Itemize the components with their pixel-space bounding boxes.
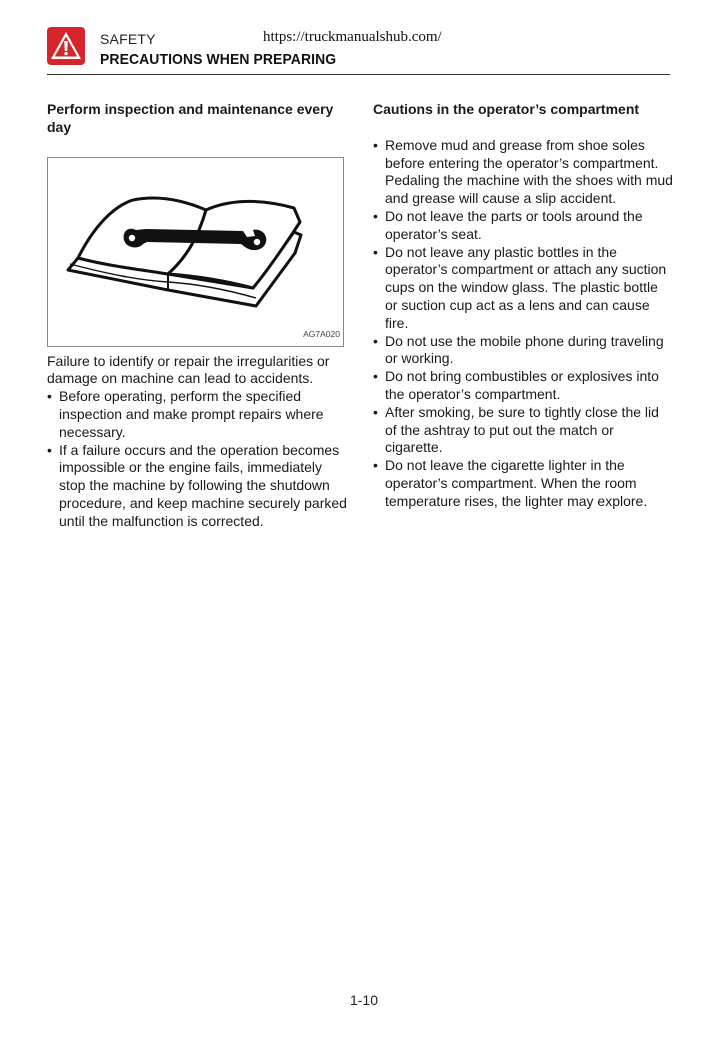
inspection-heading: Perform inspection and maintenance every day [47, 101, 334, 135]
inspection-figure [47, 157, 344, 347]
list-item: • Before operating, perform the specified inspection and make prompt repairs where necessary. [47, 388, 347, 441]
header-divider [47, 74, 670, 75]
source-url[interactable]: https://truckmanualshub.com/ [263, 29, 442, 45]
list-item: • Remove mud and grease from shoe soles before entering the operator’s compartment. Pedaling the machine with the shoes with mud and grease will cause a slip accident. [373, 137, 673, 208]
compartment-bullets [373, 137, 673, 511]
list-item: • Do not bring combustibles or explosives into the operator’s compartment. [373, 368, 673, 404]
inspection-intro: Failure to identify or repair the irregularities or damage on machine can lead to accidents. [47, 352, 330, 387]
list-item: • If a failure occurs and the operation becomes impossible or the engine fails, immediately stop the machine by following the shutdown procedure, and keep machine securely parked until the malfunction is corrected. [47, 442, 347, 531]
left-column [47, 101, 347, 531]
manual-book-with-wrench-icon [48, 158, 345, 348]
page-number: 1-10 [349, 992, 379, 1008]
page-title: PRECAUTIONS WHEN PREPARING [100, 51, 337, 68]
list-item: • Do not leave the cigarette lighter in the operator’s compartment. When the room temperature rises, the lighter may explore. [373, 457, 673, 510]
right-column [373, 101, 673, 511]
compartment-heading: Cautions in the operator’s compartment [373, 101, 640, 117]
list-item: • Do not leave the parts or tools around the operator’s seat. [373, 208, 673, 244]
list-item: • Do not use the mobile phone during traveling or working. [373, 333, 673, 369]
list-item: • After smoking, be sure to tightly close the lid of the ashtray to put out the match or cigarette. [373, 404, 673, 457]
figure-code: AG7A020 [303, 328, 340, 339]
inspection-bullets [47, 388, 347, 530]
list-item: • Do not leave any plastic bottles in the operator’s compartment or attach any suction cups on the window glass. The plastic bottle or suction cup act as a lens and can cause fire. [373, 244, 673, 333]
warning-triangle-icon [47, 27, 85, 65]
section-label: SAFETY [100, 31, 156, 47]
